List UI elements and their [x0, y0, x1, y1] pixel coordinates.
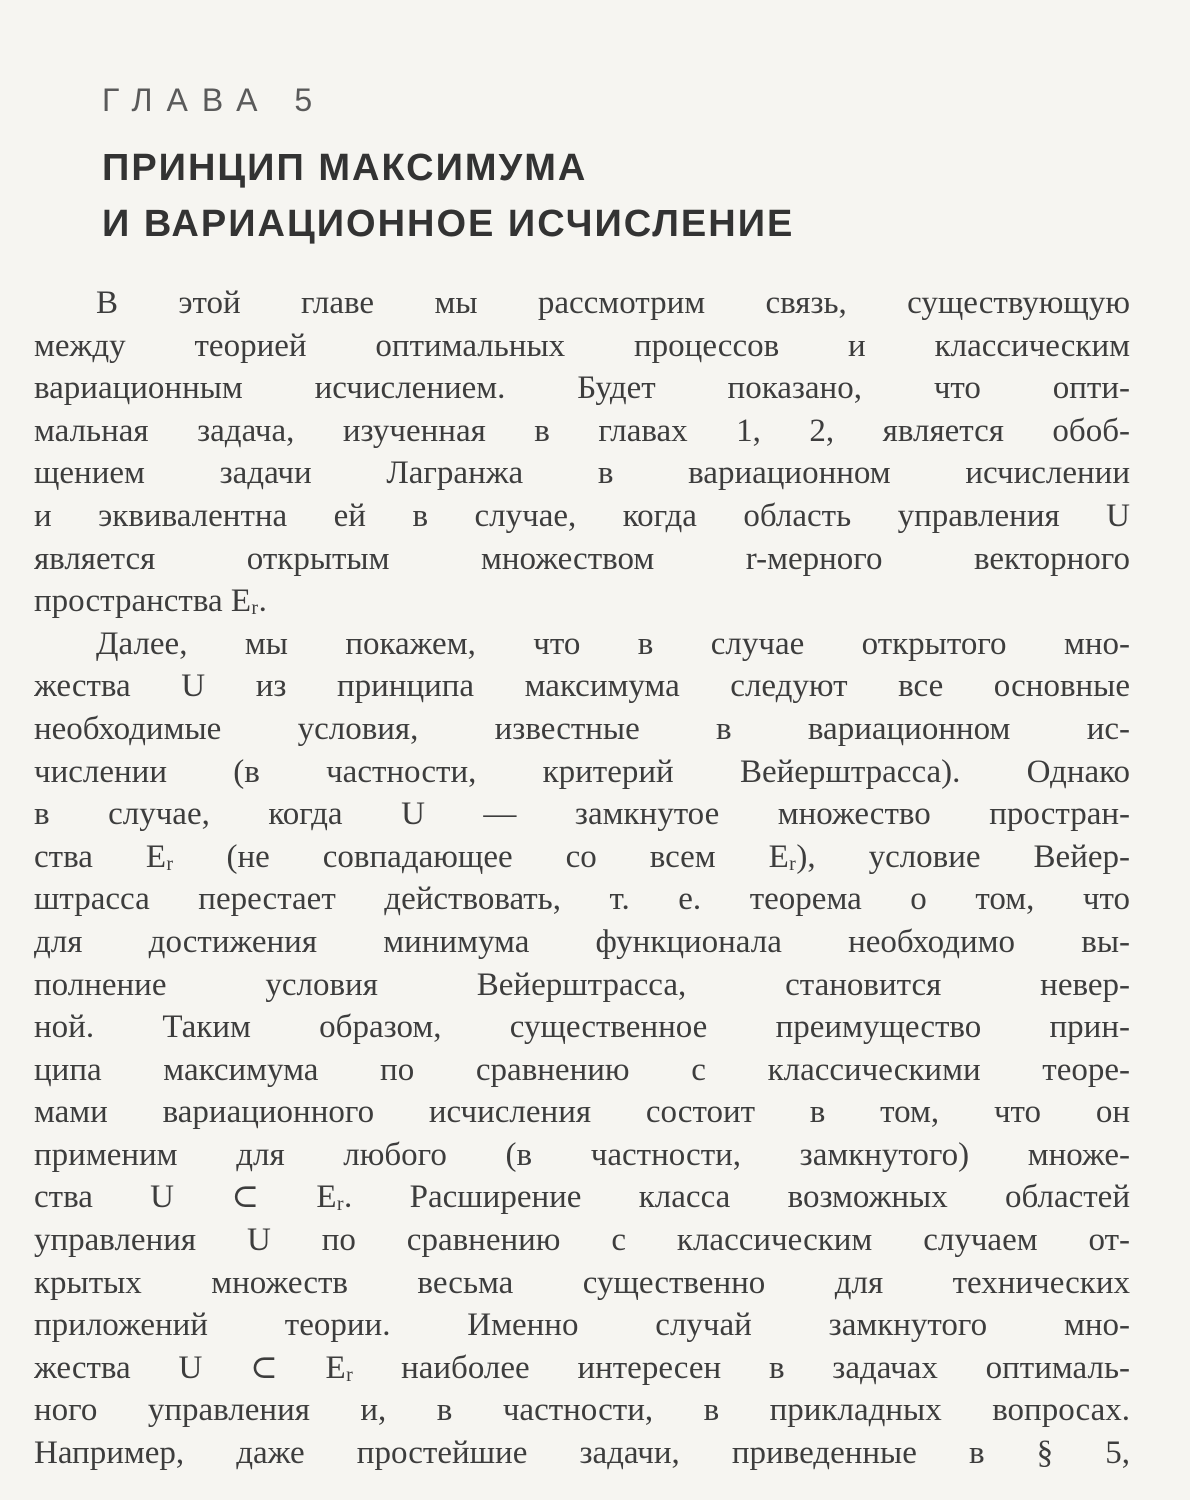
text-line: пространства Eᵣ.	[34, 583, 267, 620]
text-line: мами вариационного исчисления состоит в том, что он	[34, 1094, 1130, 1131]
chapter-title-line-1: ПРИНЦИП МАКСИМУМА	[102, 147, 588, 189]
text-line: ной. Таким образом, существенное преимущество прин-	[34, 1009, 1130, 1046]
text-line: мальная задача, изученная в главах 1, 2, является обоб-	[34, 412, 1130, 449]
text-line: крытых множеств весьма существенно для технических	[34, 1264, 1130, 1301]
text-line: Далее, мы покажем, что в случае открытого мно-	[96, 625, 1130, 662]
text-line: вариационным исчислением. Будет показано, что опти-	[34, 370, 1130, 407]
text-line: ства U ⊂ Eᵣ. Расширение класса возможных областей	[34, 1179, 1130, 1216]
text-line: приложений теории. Именно случай замкнутого мно-	[34, 1307, 1130, 1344]
text-line: штрасса перестает действовать, т. е. теорема о том, что	[34, 881, 1130, 918]
body-text	[34, 282, 1130, 1475]
chapter-title-line-2: И ВАРИАЦИОННОЕ ИСЧИСЛЕНИЕ	[102, 203, 795, 245]
text-line: необходимые условия, известные в вариационном ис-	[34, 710, 1130, 747]
chapter-title	[102, 140, 794, 252]
text-line: для достижения минимума функционала необходимо вы-	[34, 923, 1130, 960]
chapter-label: ГЛАВА 5	[102, 82, 327, 118]
text-line: числении (в частности, критерий Вейерштрасса). Однако	[34, 753, 1130, 790]
text-line: управления U по сравнению с классическим случаем от-	[34, 1222, 1130, 1259]
text-line: полнение условия Вейерштрасса, становится невер-	[34, 966, 1130, 1003]
text-line: В этой главе мы рассмотрим связь, существующую	[96, 285, 1130, 321]
text-line: ного управления и, в частности, в прикладных вопросах.	[34, 1392, 1130, 1429]
text-line: между теорией оптимальных процессов и классическим	[34, 327, 1130, 364]
text-line: Например, даже простейшие задачи, приведенные в § 5,	[34, 1435, 1130, 1472]
text-line: ства Eᵣ (не совпадающее со всем Eᵣ), условие Вейер-	[34, 838, 1130, 875]
text-line: жества U из принципа максимума следуют все основные	[34, 668, 1130, 705]
text-line: в случае, когда U — замкнутое множество простран-	[34, 796, 1130, 833]
text-line: ципа максимума по сравнению с классическими теоре-	[34, 1051, 1130, 1088]
text-line: является открытым множеством r-мерного векторного	[34, 540, 1130, 577]
paragraph-1	[34, 282, 1130, 623]
paragraph-2	[34, 623, 1130, 1475]
text-line: щением задачи Лагранжа в вариационном исчислении	[34, 455, 1130, 492]
text-line: и эквивалентна ей в случае, когда область управления U	[34, 497, 1130, 534]
text-line: применим для любого (в частности, замкнутого) множе-	[34, 1136, 1130, 1173]
text-line: жества U ⊂ Eᵣ наиболее интересен в задачах оптималь-	[34, 1349, 1130, 1386]
